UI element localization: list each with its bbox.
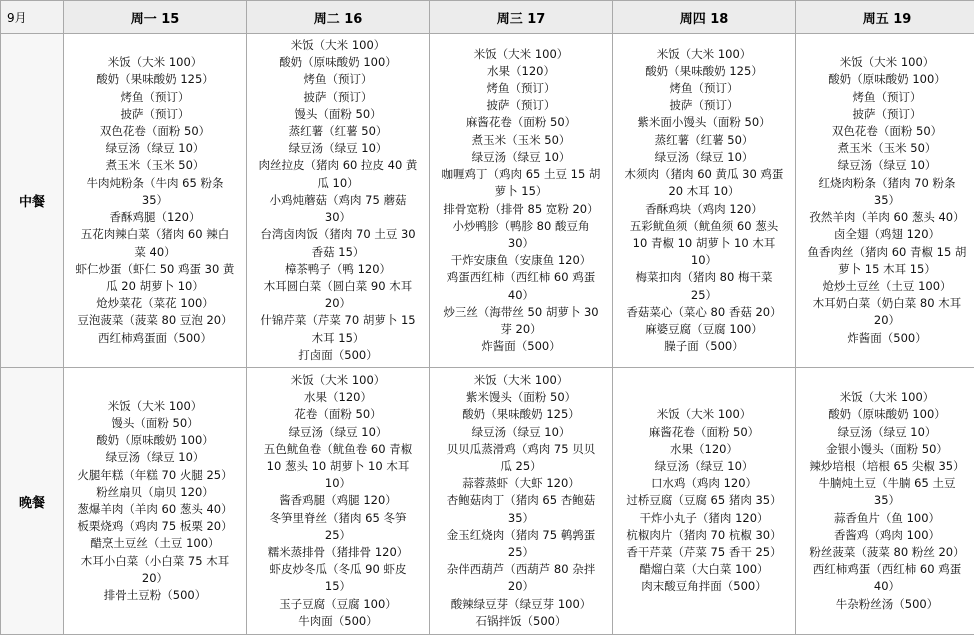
menu-item-line: 香酥鸡腿（120）: [109, 210, 201, 225]
menu-item-line: 梅菜扣肉（猪肉 80 梅干菜: [635, 270, 773, 285]
menu-item-line: 玉子豆腐（豆腐 100）: [279, 596, 397, 611]
dinner-cell-wed: [430, 368, 613, 635]
menu-item-line: 绿豆汤（绿豆 10）: [288, 424, 388, 439]
menu-item-line: 西红柿鸡蛋面（500）: [98, 330, 212, 345]
menu-item-line: 葱爆羊肉（羊肉 60 葱头 40）: [77, 502, 233, 516]
menu-item-line: 香菇 15）: [311, 244, 365, 259]
dinner-cell-mon: [64, 368, 247, 635]
menu-item-line: 10 葱头 10 胡萝卜 10 木耳: [266, 458, 410, 473]
menu-item-line: 25）: [690, 287, 718, 302]
menu-item-line: 牛肉炖粉条（牛肉 65 粉条: [86, 175, 224, 190]
menu-item-line: 金银小馒头（面粉 50）: [826, 441, 948, 456]
dinner-cell-tue: [247, 368, 430, 635]
menu-item-line: 披萨（预订）: [303, 89, 373, 104]
menu-item-line: 牛腩炖土豆（牛腩 65 土豆: [818, 476, 956, 491]
menu-item-line: 臊子面（500）: [664, 339, 744, 354]
menu-item-line: 炒三丝（海带丝 50 胡萝卜 30: [443, 304, 599, 319]
menu-item-line: 咖喱鸡丁（鸡肉 65 土豆 15 胡: [441, 167, 601, 182]
menu-item-line: 煮玉米（玉米 50）: [837, 141, 937, 156]
menu-item-line: 米饭（大米 100）: [290, 38, 386, 53]
menu-item-line: 西红柿鸡蛋（西红柿 60 鸡蛋: [812, 562, 962, 577]
menu-item-line: 小炒鸭胗（鸭胗 80 酸豆角: [452, 218, 590, 233]
menu-item-line: 红烧肉粉条（猪肉 70 粉条: [818, 175, 956, 190]
menu-item-line: 酱香鸡腿（鸡腿 120）: [279, 493, 397, 508]
menu-item-line: 木耳奶白菜（奶白菜 80 木耳: [812, 296, 962, 311]
menu-item-line: 杂伴西葫芦（西葫芦 80 杂拌: [446, 562, 596, 577]
menu-item-line: 紫米面小馒头（面粉 50）: [637, 115, 771, 130]
day-header-fri: 周五 19: [796, 1, 974, 34]
menu-item-line: 杭椒肉片（猪肉 70 杭椒 30）: [626, 527, 782, 542]
lunch-cell-thu: [613, 34, 796, 368]
lunch-cell-wed: [430, 34, 613, 368]
menu-item-line: 炸酱面（500）: [481, 339, 561, 354]
menu-item-line: 10 青椒 10 胡萝卜 10 木耳: [632, 235, 776, 250]
menu-item-line: 20）: [507, 579, 535, 594]
menu-item-line: 贝贝瓜蒸滑鸡（鸡肉 75 贝贝: [446, 441, 596, 456]
menu-item-line: 排骨土豆粉（500）: [103, 588, 207, 603]
menu-item-line: 绿豆汤（绿豆 10）: [471, 424, 571, 439]
menu-item-line: 干炸小丸子（猪肉 120）: [639, 510, 769, 525]
menu-item-line: 瓜 10）: [317, 175, 359, 190]
menu-item-line: 五色鱿鱼卷（鱿鱼卷 60 青椒: [263, 441, 413, 456]
menu-item-line: 台湾卤肉饭（猪肉 70 土豆 30: [260, 227, 416, 242]
menu-item-line: 香酥鸡块（鸡肉 120）: [645, 201, 763, 216]
menu-item-line: 披萨（预订）: [486, 98, 556, 113]
dinner-row: [1, 368, 974, 635]
menu-item-line: 肉丝拉皮（猪肉 60 拉皮 40 黄: [258, 158, 418, 173]
menu-item-line: 35）: [873, 192, 901, 207]
menu-item-line: 金玉红烧肉（猪肉 75 鹌鹑蛋: [446, 527, 596, 542]
menu-item-line: 酸奶（果味酸奶 125）: [96, 72, 214, 87]
menu-item-line: 干炸安康鱼（安康鱼 120）: [450, 253, 592, 268]
menu-item-line: 鱼香肉丝（猪肉 60 青椒 15 胡: [807, 244, 967, 259]
menu-item-line: 米饭（大米 100）: [107, 398, 203, 413]
menu-item-line: 20 木耳 10）: [668, 184, 740, 199]
menu-item-line: 米饭（大米 100）: [656, 407, 752, 422]
menu-item-line: 蒸红薯（红薯 50）: [654, 132, 754, 147]
menu-item-line: 蒜蓉蒸虾（大虾 120）: [462, 476, 580, 491]
menu-item-line: 烤鱼（预订）: [486, 81, 556, 96]
menu-item-line: 25）: [324, 527, 352, 542]
menu-item-line: 烤鱼（预订）: [669, 81, 739, 96]
menu-item-line: 牛肉面（500）: [298, 613, 378, 628]
month-label: 9月: [1, 1, 64, 34]
lunch-cell-tue: [247, 34, 430, 368]
menu-item-line: 30）: [507, 235, 535, 250]
menu-item-line: 40）: [873, 579, 901, 594]
menu-item-line: 醋熘白菜（大白菜 100）: [639, 562, 769, 577]
menu-item-line: 酸奶（原味酸奶 100）: [96, 433, 214, 448]
menu-item-line: 20）: [141, 570, 169, 585]
menu-item-line: 火腿年糕（年糕 70 火腿 25）: [77, 467, 233, 482]
menu-item-line: 萝卜 15）: [494, 184, 548, 199]
menu-item-line: 酸奶（原味酸奶 100）: [828, 407, 946, 422]
menu-item-line: 蒜香鱼片（鱼 100）: [833, 510, 941, 525]
menu-item-line: 烤鱼（预订）: [852, 89, 922, 104]
menu-item-line: 排骨宽粉（排骨 85 宽粉 20）: [443, 201, 599, 216]
menu-item-line: 木耳 15）: [311, 330, 365, 345]
menu-item-line: 40）: [507, 287, 535, 302]
menu-item-line: 10）: [690, 253, 718, 268]
menu-item-line: 孜然羊肉（羊肉 60 葱头 40）: [809, 210, 965, 225]
menu-item-line: 菜 40）: [134, 244, 176, 259]
menu-item-line: 牛杂粉丝汤（500）: [835, 596, 939, 611]
day-header-tue: 周二 16: [247, 1, 430, 34]
menu-item-line: 小鸡炖蘑菇（鸡肉 75 蘑菇: [269, 192, 407, 207]
menu-item-line: 米饭（大米 100）: [473, 46, 569, 61]
menu-item-line: 麻酱花卷（面粉 50）: [648, 424, 760, 439]
menu-item-line: 绿豆汤（绿豆 10）: [654, 149, 754, 164]
menu-item-line: 20）: [873, 313, 901, 328]
menu-item-line: 米饭（大米 100）: [656, 46, 752, 61]
day-header-mon: 周一 15: [64, 1, 247, 34]
menu-item-line: 烤鱼（预订）: [303, 72, 373, 87]
menu-item-line: 板栗烧鸡（鸡肉 75 板栗 20）: [77, 519, 233, 534]
menu-item-line: 绿豆汤（绿豆 10）: [837, 158, 937, 173]
menu-item-line: 杏鲍菇肉丁（猪肉 65 杏鲍菇: [446, 493, 596, 508]
menu-item-line: 粉丝菠菜（菠菜 80 粉丝 20）: [809, 545, 965, 559]
menu-item-line: 蒸红薯（红薯 50）: [288, 124, 388, 139]
menu-item-line: 双色花卷（面粉 50）: [831, 124, 943, 139]
menu-item-line: 麻婆豆腐（豆腐 100）: [645, 321, 763, 336]
menu-item-line: 什锦芹菜（芹菜 70 胡萝卜 15: [260, 313, 416, 328]
dinner-cell-thu: [613, 368, 796, 635]
menu-item-line: 石锅拌饭（500）: [475, 613, 567, 628]
menu-item-line: 米饭（大米 100）: [107, 55, 203, 70]
menu-item-line: 绿豆汤（绿豆 10）: [654, 458, 754, 473]
menu-item-line: 酸奶（原味酸奶 100）: [828, 72, 946, 87]
menu-item-line: 15）: [324, 579, 352, 594]
menu-item-line: 萝卜 15 木耳 15）: [838, 261, 936, 276]
menu-item-line: 虾仁炒蛋（虾仁 50 鸡蛋 30 黄: [75, 261, 235, 276]
menu-item-line: 披萨（预订）: [120, 106, 190, 121]
menu-item-line: 35）: [507, 510, 535, 525]
menu-item-line: 瓜 25）: [500, 458, 542, 473]
menu-item-line: 肉末酸豆角拌面（500）: [641, 579, 767, 594]
menu-item-line: 卤全翅（鸡翅 120）: [833, 227, 941, 242]
menu-item-line: 粉丝扇贝（扇贝 120）: [96, 484, 214, 499]
menu-item-line: 辣炒培根（培根 65 尖椒 35）: [809, 458, 965, 473]
menu-item-line: 虾皮炒冬瓜（冬瓜 90 虾皮: [269, 562, 407, 577]
menu-item-line: 煮玉米（玉米 50）: [471, 132, 571, 147]
menu-item-line: 口水鸡（鸡肉 120）: [650, 476, 758, 491]
menu-item-line: 酸辣绿豆芽（绿豆芽 100）: [450, 596, 592, 611]
menu-item-line: 过桥豆腐（豆腐 65 猪肉 35）: [626, 493, 782, 508]
menu-item-line: 樟茶鸭子（鸭 120）: [284, 261, 392, 276]
lunch-row: [1, 34, 974, 368]
menu-item-line: 木须肉（猪肉 60 黄瓜 30 鸡蛋: [624, 167, 784, 182]
menu-item-line: 香干芹菜（芹菜 75 香干 25）: [626, 545, 782, 559]
menu-item-line: 酸奶（原味酸奶 100）: [279, 55, 397, 70]
menu-item-line: 冬笋里脊丝（猪肉 65 冬笋: [269, 510, 407, 525]
menu-item-line: 水果（120）: [304, 390, 372, 405]
menu-item-line: 25）: [507, 545, 535, 559]
menu-item-line: 香酱鸡（鸡肉 100）: [833, 527, 941, 542]
menu-item-line: 煮玉米（玉米 50）: [105, 158, 205, 173]
menu-item-line: 20）: [324, 296, 352, 311]
menu-item-line: 绿豆汤（绿豆 10）: [105, 141, 205, 156]
menu-item-line: 米饭（大米 100）: [839, 390, 935, 405]
meal-label-lunch: 中餐: [1, 34, 64, 368]
menu-item-line: 35）: [873, 493, 901, 508]
menu-item-line: 绿豆汤（绿豆 10）: [471, 149, 571, 164]
menu-item-line: 35）: [141, 192, 169, 207]
menu-item-line: 10）: [324, 476, 352, 491]
menu-item-line: 紫米馒头（面粉 50）: [465, 390, 577, 405]
menu-item-line: 香菇菜心（菜心 80 香菇 20）: [626, 304, 782, 319]
menu-item-line: 豆泡菠菜（菠菜 80 豆泡 20）: [77, 313, 233, 328]
menu-item-line: 酸奶（果味酸奶 125）: [462, 407, 580, 422]
menu-item-line: 烤鱼（预订）: [120, 89, 190, 104]
menu-item-line: 30）: [324, 210, 352, 225]
menu-item-line: 芽 20）: [500, 321, 542, 336]
menu-item-line: 鸡蛋西红柿（西红柿 60 鸡蛋: [446, 270, 596, 285]
menu-item-line: 木耳圆白菜（圆白菜 90 木耳: [263, 278, 413, 293]
lunch-cell-fri: [796, 34, 974, 368]
menu-item-line: 花卷（面粉 50）: [294, 407, 382, 422]
menu-item-line: 水果（120）: [487, 63, 555, 78]
menu-item-line: 绿豆汤（绿豆 10）: [837, 424, 937, 439]
menu-item-line: 绿豆汤（绿豆 10）: [288, 141, 388, 156]
menu-item-line: 醋烹土豆丝（土豆 100）: [90, 536, 220, 551]
menu-item-line: 炸酱面（500）: [847, 330, 927, 345]
menu-item-line: 绿豆汤（绿豆 10）: [105, 450, 205, 465]
lunch-cell-mon: [64, 34, 247, 368]
menu-item-line: 馒头（面粉 50）: [111, 415, 199, 430]
menu-item-line: 打卤面（500）: [298, 347, 378, 362]
menu-item-line: 麻酱花卷（面粉 50）: [465, 115, 577, 130]
menu-item-line: 披萨（预订）: [669, 98, 739, 113]
menu-item-line: 糯米蒸排骨（猪排骨 120）: [267, 545, 409, 559]
day-header-thu: 周四 18: [613, 1, 796, 34]
menu-item-line: 酸奶（果味酸奶 125）: [645, 63, 763, 78]
header-row: [1, 1, 974, 34]
menu-item-line: 米饭（大米 100）: [473, 372, 569, 387]
menu-item-line: 米饭（大米 100）: [839, 55, 935, 70]
dinner-cell-fri: [796, 368, 974, 635]
day-header-wed: 周三 17: [430, 1, 613, 34]
menu-item-line: 炝炒土豆丝（土豆 100）: [822, 278, 952, 293]
menu-item-line: 瓜 20 胡萝卜 10）: [106, 278, 204, 293]
menu-item-line: 馒头（面粉 50）: [294, 106, 382, 121]
menu-item-line: 五彩鱿鱼须（鱿鱼须 60 葱头: [629, 218, 779, 233]
menu-item-line: 木耳小白菜（小白菜 75 木耳: [80, 553, 230, 568]
menu-item-line: 水果（120）: [670, 441, 738, 456]
menu-item-line: 五花肉辣白菜（猪肉 60 辣白: [80, 227, 230, 242]
meal-label-dinner: 晚餐: [1, 368, 64, 635]
menu-item-line: 双色花卷（面粉 50）: [99, 124, 211, 139]
menu-item-line: 披萨（预订）: [852, 106, 922, 121]
menu-item-line: 米饭（大米 100）: [290, 372, 386, 387]
menu-item-line: 炝炒菜花（菜花 100）: [96, 296, 214, 311]
